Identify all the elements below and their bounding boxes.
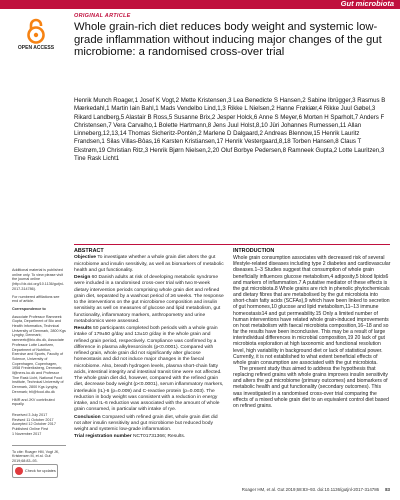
crossmark-icon xyxy=(15,467,23,475)
abstract-trial-registration xyxy=(74,434,225,440)
affiliations-note: For numbered affiliations see end of article. xyxy=(12,294,60,304)
introduction-heading: INTRODUCTION xyxy=(233,248,275,254)
conclusion-text: Compared with refined grain diet, whole grain diet did not alter insulin sensitivity and gut microbiome but reduced body weight and systemic low-grade inflammation. xyxy=(74,414,218,432)
open-access-logo xyxy=(14,18,58,51)
cite-as: To cite: Roager HM, Vogt JK, Kristensen M, et al. Gut 2019;68:83–93. xyxy=(12,445,66,464)
article-dates: Received 3 July 2017 Revised 11 October 2017 Accepted 12 October 2017 Published Online First 1 November 2017 xyxy=(12,412,56,436)
abstract-results xyxy=(74,326,225,414)
abstract xyxy=(74,248,225,442)
introduction-paragraph-2: The present study thus aimed to address the hypothesis that replacing refined grains with whole grains improves insulin sensitivity and alters the gut microbiome (primary outcomes) and biomarkers of metabolic health and gut functionality (secondary outcomes). This was investigated in a randomised cross-over trial comparing the effects of a mixed whole grain diet to an equivalent control diet based on refined grains. xyxy=(233,365,389,409)
open-access-label: OPEN ACCESS xyxy=(17,45,55,51)
page-footer xyxy=(74,487,390,492)
open-access-lock-icon xyxy=(25,18,47,44)
abstract-conclusion xyxy=(74,415,225,434)
abstract-objective xyxy=(74,255,225,274)
abstract-heading: ABSTRACT xyxy=(74,248,104,254)
introduction-paragraph-1: Whole grain consumption associates with decreased risk of several lifestyle-related diseases including type 2 diabetes and cardiovascular diseases.1–3 Studies suggest that consumption of whole grain beneficially influences glucose metabolism,4 adiposity,5 blood lipids6 and markers of inflammation.7 A putative mediator of these effects is the gut microbiota.8 Whole grains are rich in phenolic phytochemicals and dietary fibres that are metabolised by the gut microbiota into short-chain fatty acids (SCFAs),9 which have been linked to secretion of gut hormones,10 glucose and lipid metabolism,11–13 immune homeostasis14 and gut permeability.15 Only a limited number of human interventions have related whole grain-induced improvements on host metabolism with faecal microbiota composition,16–18 and so far the results have been inconclusive. This may be a result of large interindividual differences in microbial composition,19 20 lack of gut microbiota exploration at high taxonomic and functional resolution level, high variability in background diet or lack of statistical power. Currently, it is not established to what extent beneficial effects of whole grain consumption are associated with the gut microbiota. xyxy=(233,255,391,366)
abstract-design xyxy=(74,275,225,325)
design-text: 60 Danish adults at risk of developing metabolic syndrome were included in a randomised cross-over trial with two 8-week dietary intervention periods comprising whole grain diet and refined grain diet, separated by a washout period of ≥6 weeks. The response to the interventions on the gut microbiome composition and insulin sensitivity as well on measures of glucose and lipid metabolism, gut functionality, inflammatory markers, anthropometry and urine metabolomics were assessed. xyxy=(74,275,224,324)
article-sidebar xyxy=(12,268,66,467)
introduction xyxy=(233,248,391,409)
equal-contribution-note: HMR and JKV contributed equally. xyxy=(12,397,55,407)
objective-text: To investigate whether a whole grain diet alters the gut microbiome and insulin sensitivity, as well as biomarkers of metabolic health and gut functionality. xyxy=(74,255,224,273)
author-list: Henrik Munch Roager,1 Josef K Vogt,2 Mette Kristensen,3 Lea Benedicte S Hansen,2 Sabine Ibrügger,3 Rasmus B Mærkedahl,1 Martin Iain Bahl,1 Mads Vendelbo Lind,1,3 Rikke L Nielsen,2 Hanne Frøkiær,4 Rikke Juul Gøbel,3 Rikard Landberg,5 Alastair B Ross,5 Susanne Brix,2 Jesper Holck,6 Anne S Meyer,6 Morten H Sparholt,7 Anders F Christensen,7 Vera Carvalho,1 Bolette Hartmann,8 Jens Juul Holst,8,10 Jüri Johannes Rumessen,11 Allan Linneberg,12,13,14 Thomas Sicheritz-Pontén,2 Marlene D Dalgaard,2 Andreas Blennow,15 Henrik Lauritz Frandsen,1 Silas Villas-Bôas,16 Karsten Kristiansen,17 Henrik Vestergaard,8,18 Torben Hansen,8 Claus T Ekstrøm,19 Christian Ritz,3 Henrik Bjørn Nielsen,2,20 Oluf Borbye Pedersen,8 Ramneek Gupta,2 Lotte Lauritzen,3 Tine Rask Licht1 xyxy=(74,97,386,162)
section-divider xyxy=(74,244,390,245)
design-label: Design xyxy=(74,275,91,280)
trial-registration-label: Trial registration number xyxy=(74,434,132,440)
results-label: Results xyxy=(74,326,92,331)
correspondence-heading: Correspondence to xyxy=(12,306,46,311)
supplementary-note: Additional material is published online only. To view please visit the journal online (http://dx.doi.org/10.1136/gutjnl-2017-314786). xyxy=(12,268,64,291)
journal-section-band xyxy=(0,0,400,9)
article-type: ORIGINAL ARTICLE xyxy=(74,13,131,19)
page-number: 83 xyxy=(385,487,390,492)
article-title: Whole grain-rich diet reduces body weight and systemic low-grade inflammation without inducing major changes of the gut microbiome: a randomised cross-over trial xyxy=(74,21,382,59)
footer-citation: Roager HM, et al. Gut 2019;68:83–93. doi:10.1136/gutjnl-2017-314786 xyxy=(241,487,380,492)
objective-label: Objective xyxy=(74,255,97,261)
check-for-updates-button[interactable] xyxy=(12,464,58,478)
check-for-updates-label: Check for updates xyxy=(25,469,56,473)
section-label: Gut microbiota xyxy=(340,0,394,8)
results-text: 50 participants completed both periods with a whole grain intake of 179±50 g/day and 13±10 g/day in the whole grain and refined grain period, respectively. Compliance was confirmed by a difference in plasma alkylresorcinols (p<0.0001). Compared with refined grain, whole grain did not significantly alter glucose homeostasis and did not induce major changes in the faecal microbiome. Also, breath hydrogen levels, plasma short-chain fatty acids, intestinal integrity and intestinal transit time were not affected. The whole grain diet did, however, compared with the refined grain diet, decrease body weight (p<0.0001), serum inflammatory markers, interleukin (IL)-6 (p=0.009) and C-reactive protein (p=0.003). The reduction in body weight was consistent with a reduction in energy intake, and IL-6 reduction was associated with the amount of whole grain consumed, in particular with intake of rye. xyxy=(74,326,224,413)
correspondence-text: Associate Professor Ramneek Gupta, Department of Bio and Health Informatics, Technical University of Denmark, 2800 Kgs Lyngby, Denmark; ramneek@bio.dtu.dk, Associate Professor Lotte Lauritzen, Department of Nutrition, Exercise and Sports, Faculty of Science, University of Copenhagen, Copenhagen, 1958 Frederiksberg, Denmark; ll@nexs.ku.dk and Professor Tine Rask Licht, National Food Institute, Technical University of Denmark, 2800 Kgs Lyngby, Denmark; trli@food.dtu.dk xyxy=(12,314,66,394)
trial-registration-text: NCT01731366; Results. xyxy=(132,434,186,440)
conclusion-label: Conclusion xyxy=(74,414,101,420)
